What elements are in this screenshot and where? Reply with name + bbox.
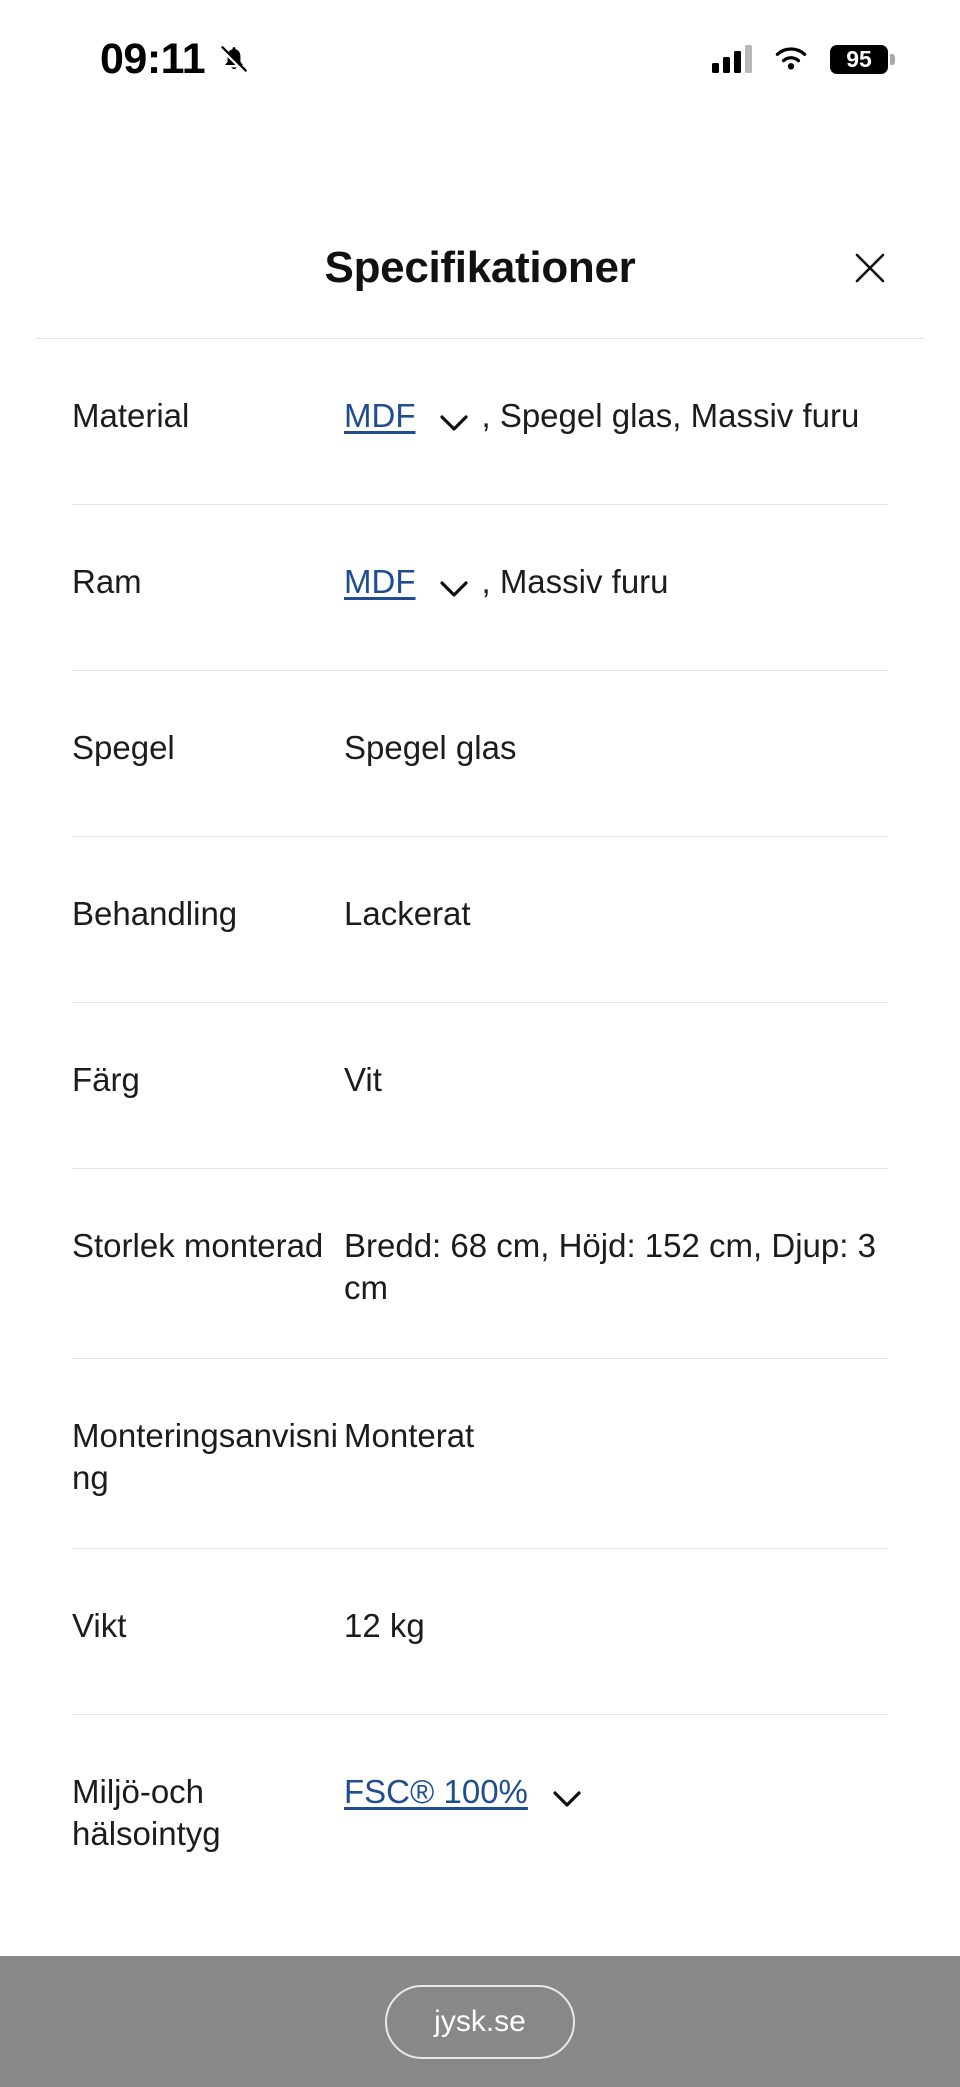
spec-value-rest: , Spegel glas, Massiv furu [481, 397, 860, 434]
status-bar [0, 0, 960, 118]
spec-link[interactable]: FSC® 100% [344, 1773, 528, 1810]
close-icon [852, 250, 888, 286]
cellular-signal-icon [712, 45, 752, 73]
specifications-list [0, 339, 960, 1956]
battery-indicator [830, 45, 888, 74]
table-row [0, 339, 960, 505]
chevron-down-icon[interactable] [431, 408, 477, 438]
table-row [0, 671, 960, 837]
spec-label: Storlek monterad [72, 1227, 324, 1264]
spec-value: Lackerat [344, 895, 471, 932]
domain-pill[interactable]: jysk.se [385, 1985, 575, 2059]
status-bar-left [100, 34, 249, 83]
spec-label: Miljö-och hälsointyg [72, 1773, 221, 1853]
spec-label: Vikt [72, 1607, 127, 1644]
table-row [0, 1003, 960, 1169]
table-row [0, 1169, 960, 1359]
table-row [0, 1359, 960, 1549]
spec-label: Monteringsanvisning [72, 1417, 338, 1497]
status-time: 09:11 [100, 34, 206, 83]
close-button[interactable] [842, 240, 898, 296]
spec-value-rest: , Massiv furu [481, 563, 669, 600]
spec-label: Material [72, 397, 190, 434]
spec-label: Ram [72, 563, 142, 600]
page-title: Specifikationer [324, 243, 636, 292]
spec-label: Behandling [72, 895, 238, 932]
browser-bottom-bar [0, 1956, 960, 2087]
spec-value: Vit [344, 1061, 382, 1098]
chevron-down-icon[interactable] [431, 574, 477, 604]
table-row [0, 837, 960, 1003]
spec-value: Monterat [344, 1417, 475, 1454]
wifi-icon [772, 45, 810, 73]
spec-label: Spegel [72, 729, 175, 766]
battery-level: 95 [846, 45, 872, 72]
table-row [0, 1549, 960, 1715]
bell-muted-icon [219, 43, 249, 75]
table-row [0, 1715, 960, 1905]
spec-link[interactable]: MDF [344, 563, 416, 600]
chevron-down-icon[interactable] [544, 1784, 590, 1814]
spec-link[interactable]: MDF [344, 397, 416, 434]
spec-value: Bredd: 68 cm, Höjd: 152 cm, Djup: 3 cm [344, 1227, 876, 1307]
sheet-header [0, 208, 960, 328]
spec-value: Spegel glas [344, 729, 517, 766]
spec-value: 12 kg [344, 1607, 425, 1644]
spec-value [344, 339, 888, 437]
table-row [0, 505, 960, 671]
spec-value [344, 1715, 888, 1813]
spec-label: Färg [72, 1061, 140, 1098]
spec-value [344, 505, 888, 603]
status-bar-right [712, 45, 888, 74]
